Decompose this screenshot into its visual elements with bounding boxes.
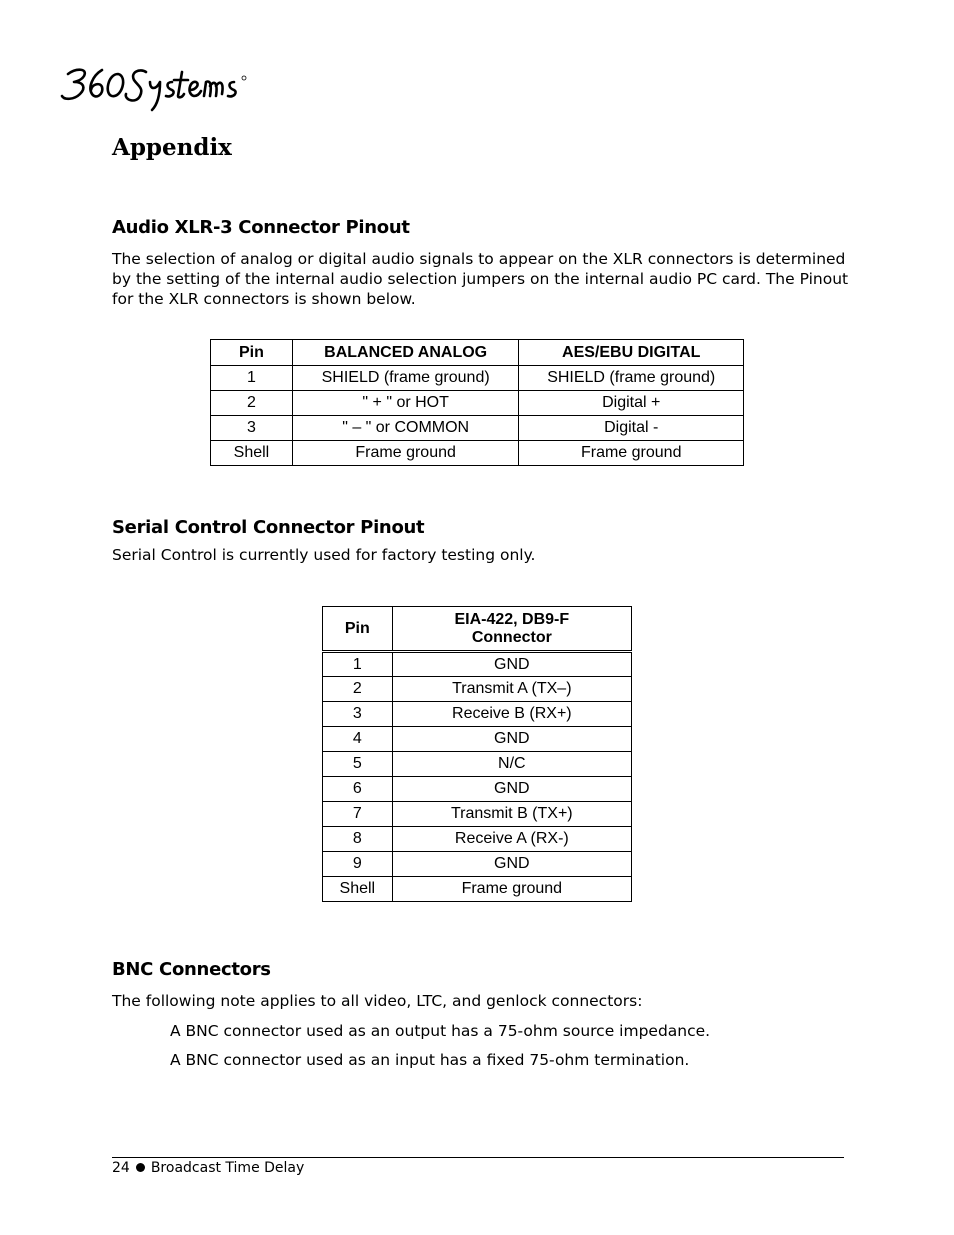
table-cell: " + " or HOT (292, 391, 519, 416)
table-row (211, 416, 744, 441)
table-cell: Frame ground (392, 877, 631, 902)
column-header: Pin (211, 340, 293, 366)
bnc-note: A BNC connector used as an input has a fixed 75-ohm termination. (170, 1051, 690, 1069)
document-title: Broadcast Time Delay (150, 1160, 305, 1176)
column-header: AES/EBU DIGITAL (519, 340, 744, 366)
table-cell: SHIELD (frame ground) (292, 366, 519, 391)
table-header-row (211, 340, 744, 366)
table-row (323, 677, 632, 702)
table-row (323, 877, 632, 902)
table-cell: GND (392, 777, 631, 802)
table-cell: 6 (323, 777, 393, 802)
table-row (323, 702, 632, 727)
bnc-note: A BNC connector used as an output has a 75-ohm source impedance. (170, 1022, 711, 1040)
table-cell: Frame ground (292, 441, 519, 466)
table-cell: 4 (323, 727, 393, 752)
table-cell: 8 (323, 827, 393, 852)
table-row (323, 827, 632, 852)
table-cell: GND (392, 727, 631, 752)
table-cell: Digital - (519, 416, 744, 441)
table-row (211, 441, 744, 466)
table-cell: 3 (211, 416, 293, 441)
360-systems-logo (60, 60, 250, 115)
table-cell: 1 (211, 366, 293, 391)
page-number: 24 (112, 1160, 130, 1176)
column-header: EIA-422, DB9-F Connector (392, 607, 631, 652)
table-cell: GND (392, 652, 631, 677)
column-header: BALANCED ANALOG (292, 340, 519, 366)
table-row (323, 802, 632, 827)
table-cell: 9 (323, 852, 393, 877)
table-cell: 2 (211, 391, 293, 416)
table-cell: Transmit A (TX–) (392, 677, 631, 702)
table-cell: 5 (323, 752, 393, 777)
bnc-section-paragraph: The following note applies to all video, LTC, and genlock connectors: (112, 992, 643, 1010)
table-cell: Shell (323, 877, 393, 902)
table-row (323, 752, 632, 777)
table-cell: 1 (323, 652, 393, 677)
xlr-section-paragraph: The selection of analog or digital audio signals to appear on the XLR connectors is determined by the setting of the internal audio selection jumpers on the internal audio PC card. The Pinout for the XLR connectors is shown below. (112, 250, 849, 308)
table-cell: GND (392, 852, 631, 877)
table-header-row (323, 607, 632, 652)
footer-divider (112, 1157, 844, 1158)
table-row (323, 852, 632, 877)
table-cell: Shell (211, 441, 293, 466)
table-cell: " – " or COMMON (292, 416, 519, 441)
table-cell: 2 (323, 677, 393, 702)
page-title: Appendix (112, 134, 232, 161)
table-cell: N/C (392, 752, 631, 777)
table-row (323, 777, 632, 802)
table-row (323, 727, 632, 752)
serial-pinout-table (322, 606, 632, 902)
table-row (211, 391, 744, 416)
table-cell: Receive B (RX+) (392, 702, 631, 727)
table-cell: Transmit B (TX+) (392, 802, 631, 827)
table-cell: 3 (323, 702, 393, 727)
table-cell: SHIELD (frame ground) (519, 366, 744, 391)
bnc-section-heading: BNC Connectors (112, 959, 271, 980)
table-cell: Digital + (519, 391, 744, 416)
bullet-icon (136, 1163, 145, 1172)
column-header: Pin (323, 607, 393, 652)
xlr-section-heading: Audio XLR-3 Connector Pinout (112, 217, 410, 238)
serial-section-paragraph: Serial Control is currently used for factory testing only. (112, 546, 536, 564)
table-row (323, 652, 632, 677)
table-cell: Receive A (RX-) (392, 827, 631, 852)
table-row (211, 366, 744, 391)
serial-section-heading: Serial Control Connector Pinout (112, 517, 425, 538)
page-footer (112, 1160, 304, 1176)
xlr-pinout-table (210, 339, 744, 466)
table-cell: Frame ground (519, 441, 744, 466)
table-cell: 7 (323, 802, 393, 827)
